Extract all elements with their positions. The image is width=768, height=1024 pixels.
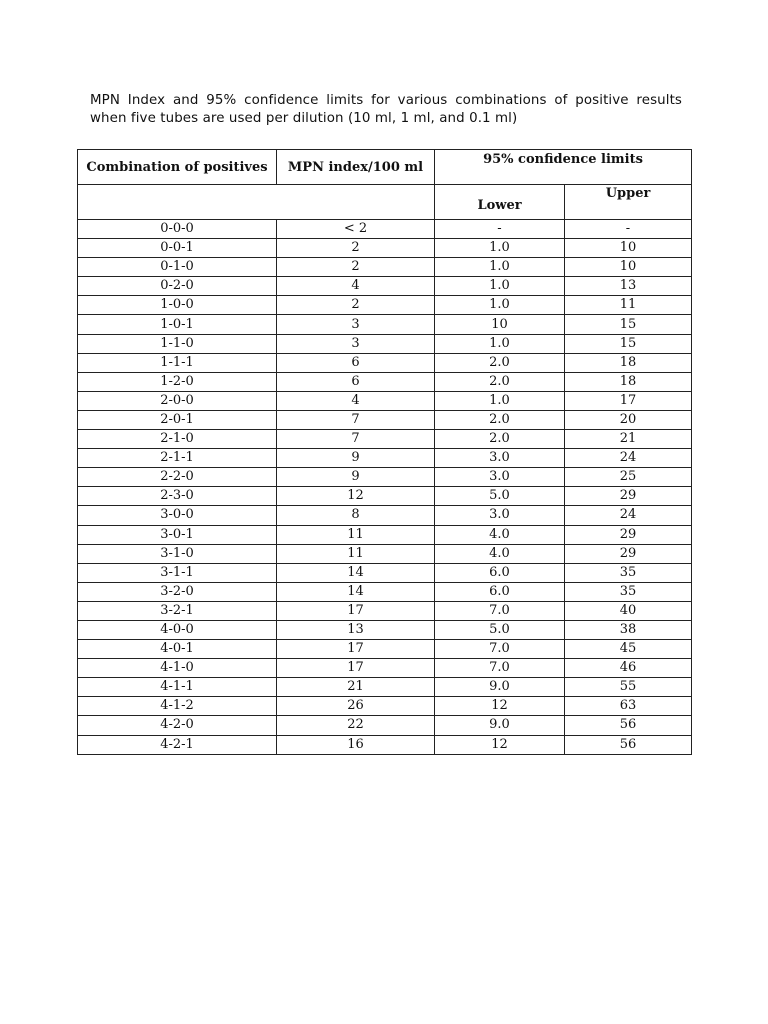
header-confidence-limits: 95% confidence limits — [435, 150, 692, 185]
cell-lower-limit: 12 — [435, 735, 565, 754]
cell-combination: 1-2-0 — [78, 372, 277, 391]
cell-lower-limit: 7.0 — [435, 601, 565, 620]
cell-upper-limit: 29 — [565, 525, 692, 544]
cell-lower-limit: 1.0 — [435, 296, 565, 315]
cell-mpn-index: 4 — [277, 391, 435, 410]
cell-combination: 4-1-0 — [78, 659, 277, 678]
table-body — [78, 220, 692, 755]
cell-lower-limit: 2.0 — [435, 353, 565, 372]
cell-upper-limit: 18 — [565, 353, 692, 372]
cell-upper-limit: 10 — [565, 258, 692, 277]
cell-mpn-index: 11 — [277, 525, 435, 544]
cell-combination: 0-0-1 — [78, 239, 277, 258]
header-blank-cell — [78, 185, 435, 220]
cell-combination: 1-1-0 — [78, 334, 277, 353]
table-row — [78, 525, 692, 544]
cell-mpn-index: 6 — [277, 372, 435, 391]
cell-upper-limit: 35 — [565, 582, 692, 601]
table-row — [78, 659, 692, 678]
cell-combination: 3-1-1 — [78, 563, 277, 582]
table-row — [78, 391, 692, 410]
cell-upper-limit: 29 — [565, 487, 692, 506]
cell-combination: 0-1-0 — [78, 258, 277, 277]
mpn-table — [77, 149, 692, 755]
table-row — [78, 449, 692, 468]
cell-combination: 4-2-0 — [78, 716, 277, 735]
cell-combination: 4-1-2 — [78, 697, 277, 716]
cell-combination: 0-2-0 — [78, 277, 277, 296]
cell-lower-limit: 9.0 — [435, 716, 565, 735]
cell-combination: 3-2-1 — [78, 601, 277, 620]
cell-mpn-index: 8 — [277, 506, 435, 525]
cell-mpn-index: 17 — [277, 601, 435, 620]
cell-mpn-index: 9 — [277, 468, 435, 487]
cell-mpn-index: 14 — [277, 582, 435, 601]
cell-upper-limit: 18 — [565, 372, 692, 391]
cell-lower-limit: 3.0 — [435, 449, 565, 468]
cell-combination: 3-2-0 — [78, 582, 277, 601]
cell-mpn-index: 21 — [277, 678, 435, 697]
cell-mpn-index: 7 — [277, 430, 435, 449]
cell-combination: 2-0-1 — [78, 410, 277, 429]
cell-combination: 3-0-1 — [78, 525, 277, 544]
table-caption: MPN Index and 95% confidence limits for various combinations of positive results when five tubes are used per dilution (10 ml, 1 ml, and 0.1 ml) — [90, 93, 682, 126]
cell-lower-limit: 1.0 — [435, 277, 565, 296]
cell-combination: 3-1-0 — [78, 544, 277, 563]
cell-combination: 0-0-0 — [78, 220, 277, 239]
cell-mpn-index: 17 — [277, 640, 435, 659]
cell-mpn-index: 16 — [277, 735, 435, 754]
cell-upper-limit: 21 — [565, 430, 692, 449]
table-row — [78, 220, 692, 239]
cell-lower-limit: 2.0 — [435, 410, 565, 429]
cell-mpn-index: 14 — [277, 563, 435, 582]
table-row — [78, 601, 692, 620]
table-row — [78, 353, 692, 372]
cell-upper-limit: 17 — [565, 391, 692, 410]
cell-combination: 4-0-0 — [78, 620, 277, 639]
cell-lower-limit: 5.0 — [435, 487, 565, 506]
cell-upper-limit: 24 — [565, 506, 692, 525]
cell-lower-limit: 1.0 — [435, 258, 565, 277]
table-row — [78, 640, 692, 659]
cell-lower-limit: 4.0 — [435, 525, 565, 544]
cell-lower-limit: 2.0 — [435, 430, 565, 449]
cell-combination: 1-1-1 — [78, 353, 277, 372]
cell-upper-limit: 38 — [565, 620, 692, 639]
cell-upper-limit: 15 — [565, 334, 692, 353]
table-row — [78, 697, 692, 716]
table-row — [78, 544, 692, 563]
cell-combination: 1-0-1 — [78, 315, 277, 334]
header-mpn-index: MPN index/100 ml — [277, 150, 435, 185]
cell-combination: 4-0-1 — [78, 640, 277, 659]
cell-lower-limit: - — [435, 220, 565, 239]
cell-mpn-index: 2 — [277, 258, 435, 277]
cell-combination: 2-0-0 — [78, 391, 277, 410]
table-row — [78, 410, 692, 429]
cell-lower-limit: 1.0 — [435, 239, 565, 258]
cell-lower-limit: 7.0 — [435, 640, 565, 659]
cell-upper-limit: 45 — [565, 640, 692, 659]
table-row — [78, 315, 692, 334]
cell-lower-limit: 7.0 — [435, 659, 565, 678]
cell-upper-limit: 24 — [565, 449, 692, 468]
cell-mpn-index: 3 — [277, 334, 435, 353]
cell-upper-limit: 13 — [565, 277, 692, 296]
cell-mpn-index: 12 — [277, 487, 435, 506]
cell-upper-limit: 29 — [565, 544, 692, 563]
cell-lower-limit: 4.0 — [435, 544, 565, 563]
cell-lower-limit: 2.0 — [435, 372, 565, 391]
cell-combination: 3-0-0 — [78, 506, 277, 525]
cell-upper-limit: 56 — [565, 716, 692, 735]
cell-upper-limit: 35 — [565, 563, 692, 582]
cell-mpn-index: 13 — [277, 620, 435, 639]
table-row — [78, 506, 692, 525]
cell-lower-limit: 9.0 — [435, 678, 565, 697]
table-row — [78, 487, 692, 506]
cell-lower-limit: 6.0 — [435, 563, 565, 582]
cell-mpn-index: 4 — [277, 277, 435, 296]
table-row — [78, 468, 692, 487]
cell-mpn-index: 3 — [277, 315, 435, 334]
table-row — [78, 735, 692, 754]
cell-mpn-index: < 2 — [277, 220, 435, 239]
cell-upper-limit: 46 — [565, 659, 692, 678]
cell-combination: 2-2-0 — [78, 468, 277, 487]
table-row — [78, 678, 692, 697]
cell-combination: 2-1-0 — [78, 430, 277, 449]
cell-upper-limit: 63 — [565, 697, 692, 716]
table-row — [78, 620, 692, 639]
table-row — [78, 258, 692, 277]
cell-upper-limit: 20 — [565, 410, 692, 429]
cell-lower-limit: 5.0 — [435, 620, 565, 639]
table-row — [78, 372, 692, 391]
cell-upper-limit: 15 — [565, 315, 692, 334]
table-row — [78, 334, 692, 353]
cell-lower-limit: 3.0 — [435, 468, 565, 487]
cell-lower-limit: 3.0 — [435, 506, 565, 525]
cell-combination: 4-1-1 — [78, 678, 277, 697]
cell-combination: 4-2-1 — [78, 735, 277, 754]
cell-upper-limit: - — [565, 220, 692, 239]
cell-lower-limit: 1.0 — [435, 334, 565, 353]
cell-upper-limit: 11 — [565, 296, 692, 315]
cell-upper-limit: 10 — [565, 239, 692, 258]
cell-upper-limit: 25 — [565, 468, 692, 487]
cell-lower-limit: 10 — [435, 315, 565, 334]
table-row — [78, 277, 692, 296]
cell-mpn-index: 6 — [277, 353, 435, 372]
header-lower: Lower — [435, 185, 565, 220]
cell-lower-limit: 1.0 — [435, 391, 565, 410]
cell-mpn-index: 22 — [277, 716, 435, 735]
cell-lower-limit: 6.0 — [435, 582, 565, 601]
table-row — [78, 239, 692, 258]
table-row — [78, 563, 692, 582]
table-row — [78, 716, 692, 735]
cell-upper-limit: 56 — [565, 735, 692, 754]
header-upper: Upper — [565, 185, 692, 220]
cell-mpn-index: 9 — [277, 449, 435, 468]
header-combination: Combination of positives — [78, 150, 277, 185]
cell-lower-limit: 12 — [435, 697, 565, 716]
cell-combination: 2-3-0 — [78, 487, 277, 506]
table-row — [78, 296, 692, 315]
cell-mpn-index: 11 — [277, 544, 435, 563]
cell-upper-limit: 40 — [565, 601, 692, 620]
cell-mpn-index: 26 — [277, 697, 435, 716]
cell-combination: 2-1-1 — [78, 449, 277, 468]
cell-mpn-index: 17 — [277, 659, 435, 678]
cell-mpn-index: 7 — [277, 410, 435, 429]
cell-mpn-index: 2 — [277, 239, 435, 258]
cell-upper-limit: 55 — [565, 678, 692, 697]
table-row — [78, 430, 692, 449]
cell-mpn-index: 2 — [277, 296, 435, 315]
table-row — [78, 582, 692, 601]
cell-combination: 1-0-0 — [78, 296, 277, 315]
